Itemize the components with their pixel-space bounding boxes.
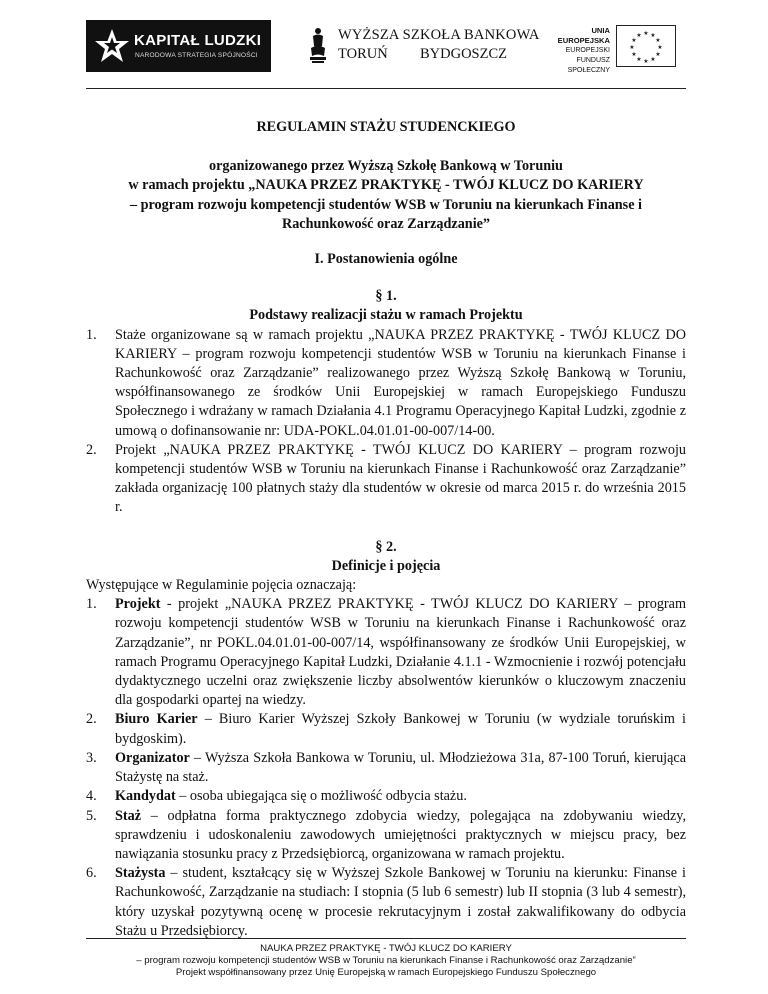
svg-text:★: ★ [650,32,656,39]
list-item [86,807,686,865]
list-item-text: Staże organizowane są w ramach projektu „NAUKA PRZEZ PRAKTYKĘ - TWÓJ KLUCZ DO KARIERY – program rozwoju kompetencji studentów WSB w Toruniu na kierunkach Finanse i Rachunkowość oraz Zarządzanie” realizowanego przez Wyższą Szkołę Bankową w Toruniu, współfinansowanego ze środków Unii Europejskiej w ramach Europejskiego Funduszu Społecznego i wdrażany w ramach Działania 4.1 Programu Operacyjnego Kapitał Ludzki, zgodnie z umową o dofinansowanie nr: UDA-POKL.04.01.01-00-007/14-00. [115,326,686,439]
svg-text:★: ★ [643,30,649,37]
definition-term: Projekt [115,596,161,613]
list-item-number: 1. [86,326,97,343]
svg-text:★: ★ [655,51,661,58]
list-item-number: 2. [86,711,97,728]
definition-term: Biuro Karier [115,711,198,728]
eu-flag-icon [616,25,676,67]
definition-text: – Wyższa Szkoła Bankowa w Toruniu, ul. Młodzieżowa 31a, 87-100 Toruń, kierująca Stażystę na staż. [115,749,686,786]
paragraph-intro: Występujące w Regulaminie pojęcia oznaczają: [86,577,357,594]
kapital-ludzki-title: KAPITAŁ LUDZKI [134,32,262,49]
definition-text: – Biuro Karier Wyższej Szkoły Bankowej w Toruniu (w wydziale toruńskim i bydgoskim). [115,711,686,747]
kapital-ludzki-subtitle: NARODOWA STRATEGIA SPÓJNOŚCI [135,52,258,59]
svg-text:★: ★ [636,32,642,39]
list-item-number: 4. [86,788,97,805]
subtitle-line: organizowanego przez Wyższą Szkołę Bankową w Toruniu [209,158,563,175]
footer-line: NAUKA PRZEZ PRAKTYKĘ - TWÓJ KLUCZ DO KARIERY [260,943,512,954]
definition-text: – student, kształcący się w Wyższej Szkole Bankowej w Toruniu na kierunku: Finanse i Rachunkowość, Zarządzanie na studiach: I stopnia (5 lub 6 semestr) lub II stopnia (3 lub 4 semestr), który uzyskał pozytywną ocenę w procesie rekrutacyjnym i został zakwalifikowany do odbycia Stażu u Przedsiębiorcy. [115,865,686,939]
list-item [86,441,686,518]
header-logos [86,20,686,78]
definition-term: Kandydat [115,788,176,805]
wsb-name: WYŻSZA SZKOŁA BANKOWA [338,27,540,43]
eu-logo-line3: FUNDUSZ SPOŁECZNY [567,57,610,74]
definition-term: Organizator [115,749,190,766]
document-title: REGULAMIN STAŻU STUDENCKIEGO [256,119,516,135]
page-footer [86,943,686,979]
list-item-number: 2. [86,441,97,458]
subtitle-line: Rachunkowość oraz Zarządzanie” [281,215,491,232]
paragraph-symbol: § 2. [375,538,397,555]
eu-logo-line1: UNIA EUROPEJSKA [557,26,610,45]
wsb-city-torun: TORUŃ [338,46,388,62]
wsb-emblem-icon [308,26,328,64]
section-heading: I. Postanowienia ogólne [314,251,458,268]
list-item [86,864,686,941]
svg-text:★: ★ [636,56,642,63]
definition-term: Stażysta [115,865,166,882]
wsb-logo [308,24,538,70]
list-item-number: 1. [86,596,97,613]
subtitle-line: w ramach projektu „NAUKA PRZEZ PRAKTYKĘ - TWÓJ KLUCZ DO KARIERY [128,177,644,194]
star-icon [92,26,132,66]
list-item [86,749,686,787]
footer-divider [86,938,686,939]
eu-logo-line2: EUROPEJSKI [565,47,610,54]
footer-line: – program rozwoju kompetencji studentów WSB w Toruniu na kierunkach Finanse i Rachunkowość oraz Zarządzanie” [136,955,636,966]
list-item [86,326,686,441]
svg-text:★: ★ [631,51,637,58]
list-item [86,710,686,748]
svg-text:★: ★ [643,58,649,65]
paragraph-symbol: § 1. [375,288,397,305]
paragraph-heading: Definicje i pojęcia [331,557,441,574]
definition-term: Staż [115,807,142,824]
list-item-number: 5. [86,807,97,824]
list-item [86,595,686,710]
list-item-number: 3. [86,749,97,766]
kapital-ludzki-logo [86,20,271,72]
document-body [86,118,686,941]
definitions-list [86,595,686,941]
svg-text:★: ★ [655,37,661,44]
list-item-number: 6. [86,865,97,882]
spacer [86,518,686,538]
list-item [86,787,686,806]
svg-text:★: ★ [629,44,635,51]
svg-text:★: ★ [657,44,663,51]
subtitle-line: – program rozwoju kompetencji studentów WSB w Toruniu na kierunkach Finanse i [129,196,642,213]
list-item-text: Projekt „NAUKA PRZEZ PRAKTYKĘ - TWÓJ KLUCZ DO KARIERY – program rozwoju kompetencji studentów WSB w Toruniu na kierunkach Finanse i Rachunkowość oraz Zarządzanie” zakłada organizację 100 płatnych staży dla studentów w okresie od marca 2015 r. do września 2015 r. [115,441,686,516]
svg-text:★: ★ [631,37,637,44]
document-subtitle [86,157,686,234]
paragraph-1-list [86,326,686,518]
eu-logo [538,22,688,72]
eu-logo-text [538,26,610,76]
footer-line: Projekt współfinansowany przez Unię Europejską w ramach Europejskiego Funduszu Społecznego [175,967,597,978]
header-divider [86,88,686,89]
paragraph-heading: Podstawy realizacji stażu w ramach Projektu [249,307,523,324]
wsb-city-bydgoszcz: BYDGOSZCZ [420,46,508,62]
definition-text: – odpłatna forma praktycznego zdobycia wiedzy, polegająca na zdobywaniu wiedzy, sprawdzeniu i udoskonaleniu zawodowych umiejętności praktycznych w miejscu pracy, bez nawiązania stosunku pracy z Przedsiębiorcą, organizowana w ramach projektu. [115,807,686,862]
definition-text: – osoba ubiegająca się o możliwość odbycia stażu. [175,788,467,805]
svg-text:★: ★ [650,56,656,63]
definition-text: - projekt „NAUKA PRZEZ PRAKTYKĘ - TWÓJ KLUCZ DO KARIERY – program rozwoju kompetencji studentów WSB w Toruniu na kierunkach Finanse i Rachunkowość oraz Zarządzanie”, nr POKL.04.01.01-00-007/14, współfinansowany ze środków Unii Europejskiej, w ramach Programu Operacyjnego Kapitał Ludzki, Działanie 4.1.1 - Wzmocnienie i rozwój potencjału dydaktycznego uczelni oraz zwiększenie liczby absolwentów kierunków o kluczowym znaczeniu dla gospodarki opartej na wiedzy. [115,596,686,709]
